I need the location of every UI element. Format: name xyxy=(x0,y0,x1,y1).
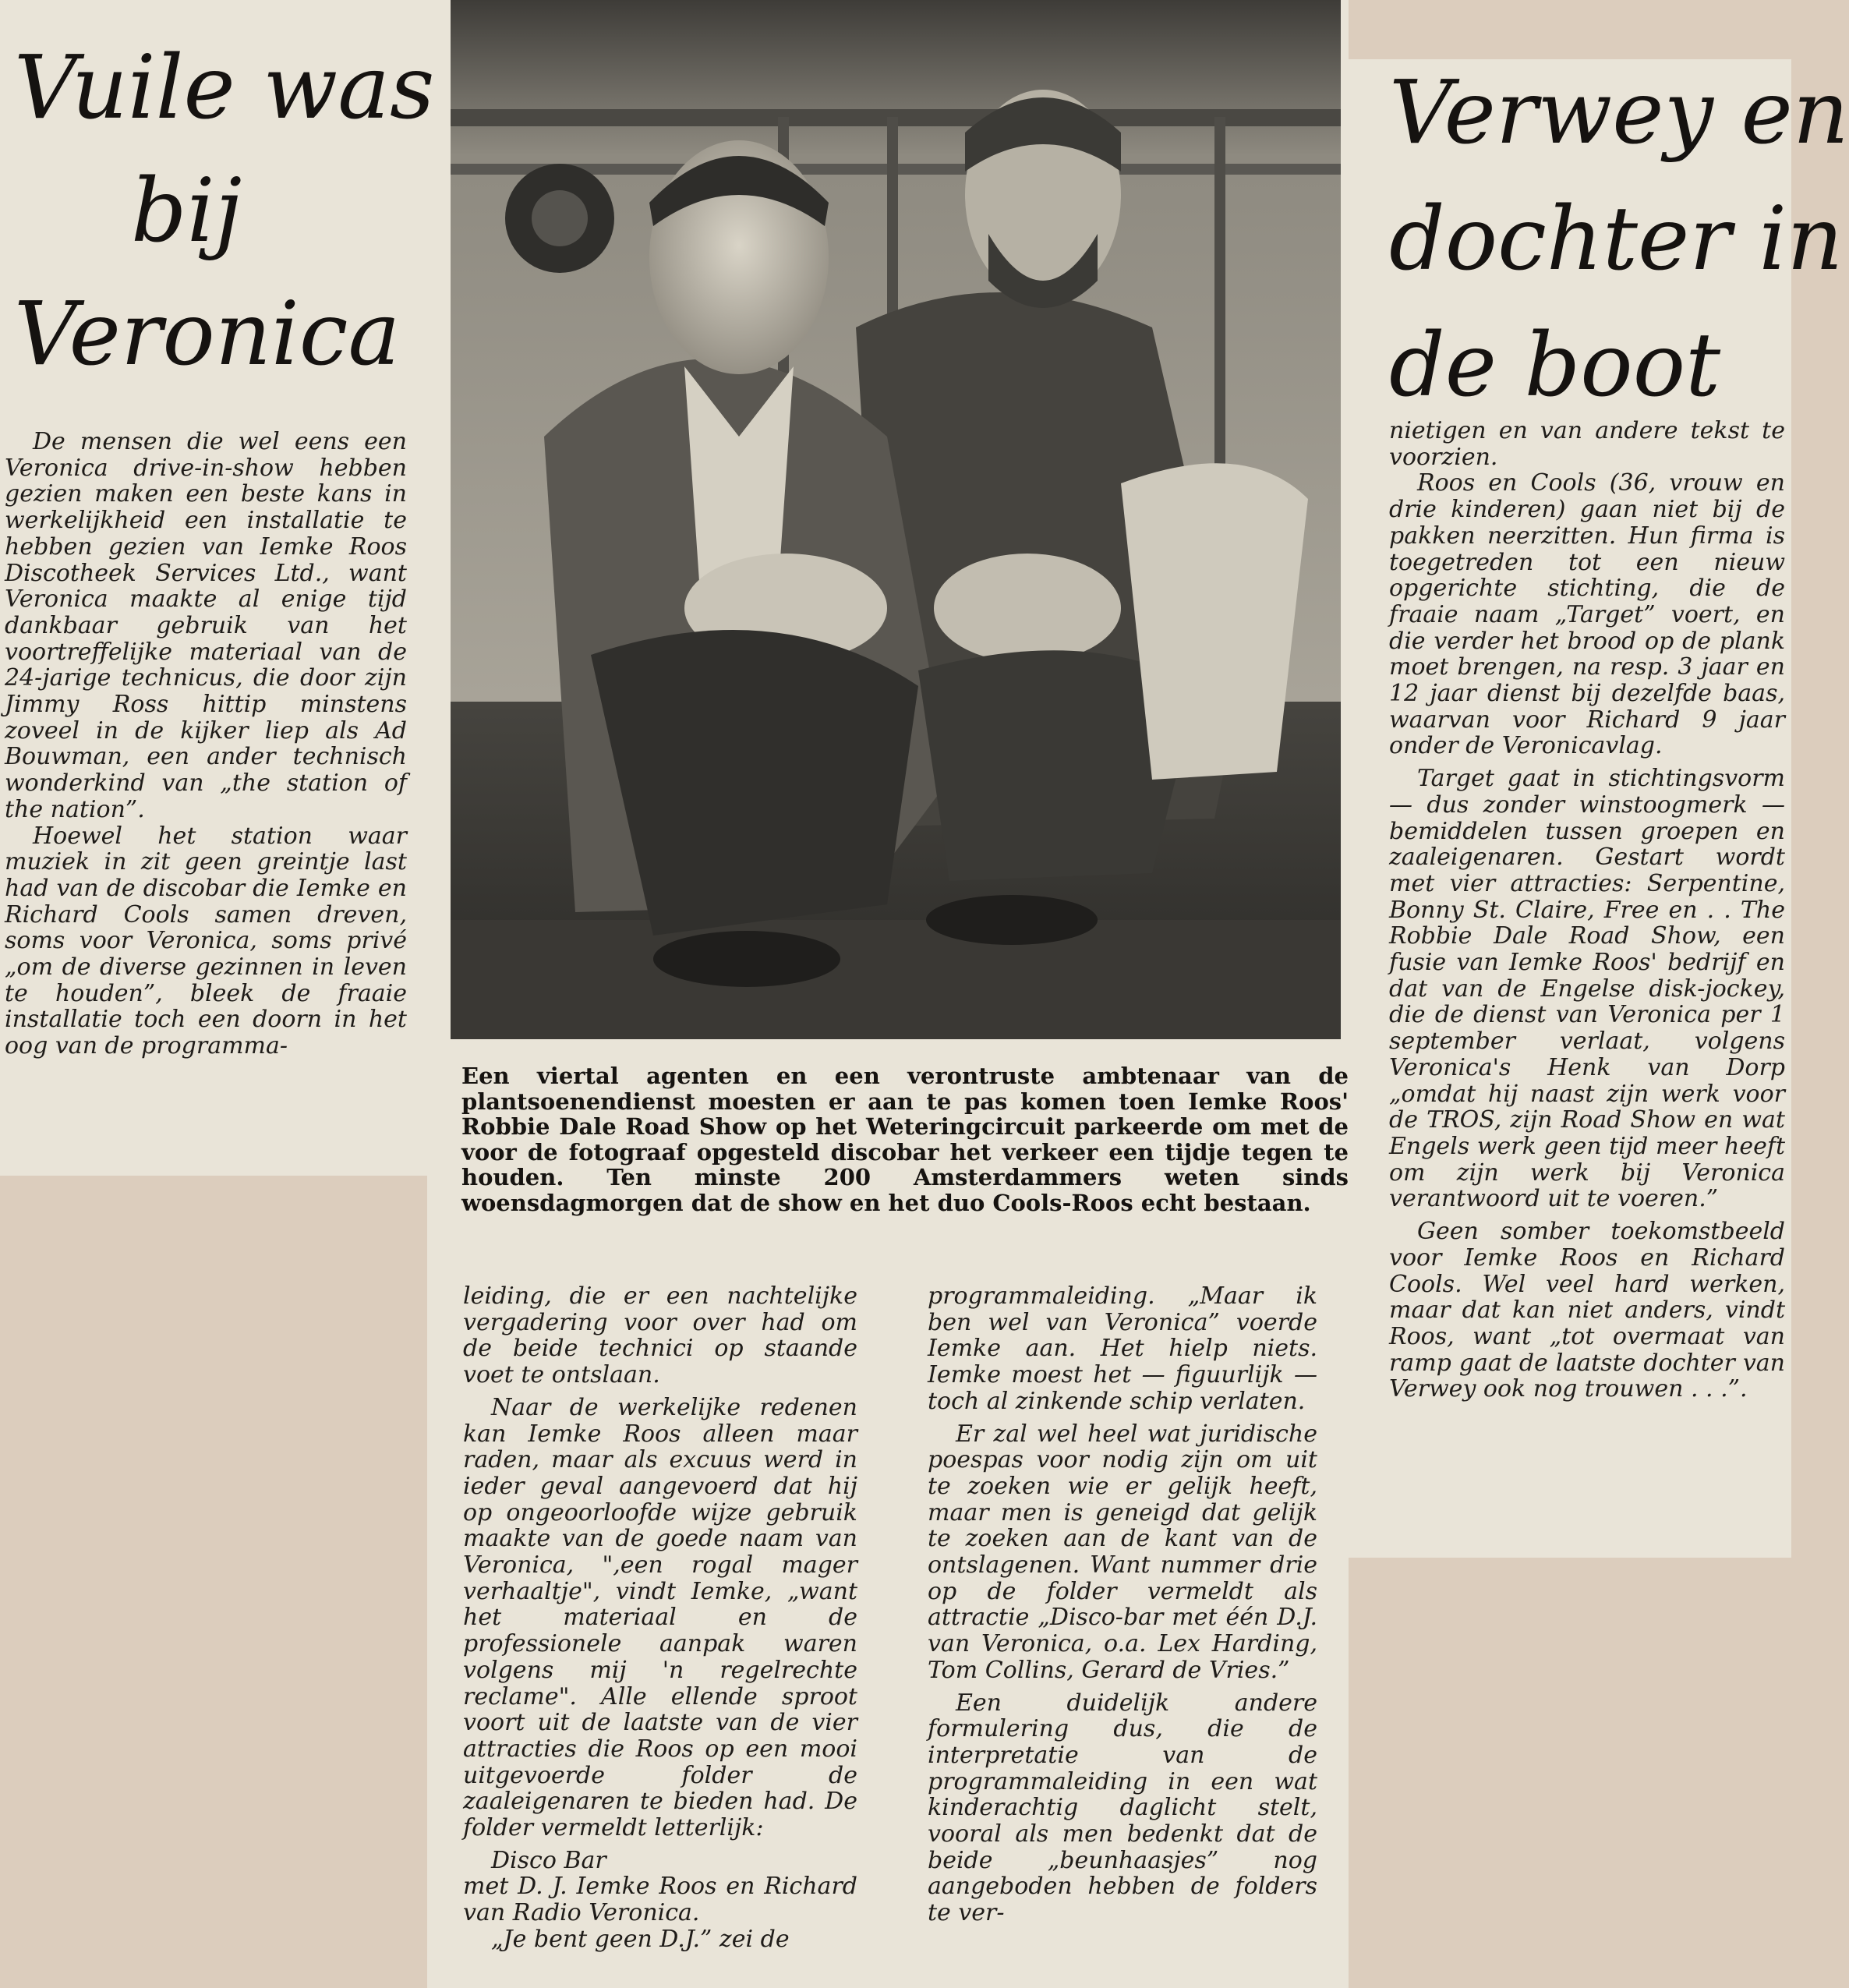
article-column-left xyxy=(5,429,407,1059)
article-column-middle-2 xyxy=(928,1283,1317,1926)
headline-right-line-1: Verwey en xyxy=(1389,62,1849,164)
paragraph: programmaleiding. „Maar ik ben wel van Veronica” voerde Iemke aan. Het hielp niets. Iemke moest het — figuurlijk — toch al zinkende schip verlaten. xyxy=(928,1282,1317,1415)
headline-left xyxy=(14,27,435,396)
paragraph: Roos en Cools (36, vrouw en drie kinderen) gaan niet bij de pakken neerzitten. Hun firma is toegetreden tot een nieuw opgerichte stichting, die de fraaie naam „Target” voert, en die verder het brood op de plank moet brengen, na resp. 3 jaar en 12 jaar dienst bij dezelfde baas, waarvan voor Richard 9 jaar onder de Veronicavlag. xyxy=(1389,469,1785,760)
paragraph: Er zal wel heel wat juridische poespas voor nodig zijn om uit te zoeken wie er gelijk heeft, maar men is geneigd dat gelijk te zoeken aan de kant van de ontslagenen. Want nummer drie op de folder vermeldt als attractie „Disco-bar met één D.J. van Veronica, o.a. Lex Harding, Tom Collins, Gerard de Vries.” xyxy=(928,1420,1317,1684)
folder-quote-line: met D. J. Iemke Roos en Richard van Radio Veronica. xyxy=(463,1873,857,1927)
photo-illustration xyxy=(451,0,1341,1039)
paragraph: Naar de werkelijke redenen kan Iemke Roos alleen maar raden, maar als excuus werd in ieder geval aangevoerd dat hij op ongeoorloofde wijze gebruik maakte van de goede naam van Veronica, ",een rogal mager verhaaltje", vindt Iemke, „want het materiaal en de professionele aanpak waren volgens mij 'n regelrechte reclame". Alle ellende sproot voort uit de laatste van de vier attracties die Roos op een mooi uitgevoerde folder de zaaleigenaren te bieden had. De folder vermeldt letterlijk: xyxy=(463,1393,857,1842)
paragraph: Geen somber toekomstbeeld voor Iemke Roos en Richard Cools. Wel veel hard werken, maar dat kan niet anders, vindt Roos, want „tot overmaat van ramp gaat de laatste dochter van Verwey ook nog trouwen . . .”. xyxy=(1389,1218,1785,1403)
article-column-middle-1 xyxy=(463,1283,857,1953)
paragraph: De mensen die wel eens een Veronica drive-in-show hebben gezien maken een beste kans in werkelijkheid een installatie te hebben gezien van Iemke Roos Discotheek Services Ltd., want Veronica maakte al enige tijd dankbaar gebruik van het voortreffelijke materiaal van de 24-jarige technicus, die door zijn Jimmy Ross hittip minstens zoveel in de kijker liep als Ad Bouwman, een ander technisch wonderkind van „the station of the nation”. xyxy=(5,428,407,823)
headline-right-line-2: dochter in xyxy=(1389,189,1844,290)
paragraph: Target gaat in stichtingsvorm — dus zonder winstoogmerk — bemiddelen tussen groepen en zaaleigenaren. Gestart wordt met vier attracties: Serpentine, Bonny St. Claire, Free en . . The Robbie Dale Road Show, een fusie van Iemke Roos' bedrijf en dat van de Engelse disk-jockey, die de dienst van Veronica per 1 september verlaat, volgens Veronica's Henk van Dorp „omdat hij naast zijn werk voor de TROS, zijn Road Show en wat Engels werk geen tijd meer heeft om zijn werk bij Veronica verantwoord uit te voeren.” xyxy=(1389,765,1785,1213)
paragraph: nietigen en van andere tekst te voorzien. xyxy=(1389,417,1785,471)
article-column-right xyxy=(1389,418,1785,1403)
headline-right xyxy=(1389,50,1849,429)
photo-two-men-crouching xyxy=(451,0,1341,1039)
headline-left-line-2: bij xyxy=(131,161,242,262)
headline-right-line-3: de boot xyxy=(1389,315,1721,416)
paragraph: Hoewel het station waar muziek in zit geen greintje last had van de discobar die Iemke en Richard Cools samen dreven, soms voor Veronica, soms privé „om de diverse gezinnen in leven te houden”, bleek de fraaie installatie toch een doorn in het oog van de programma- xyxy=(5,822,407,1060)
photo-caption: Een viertal agenten en een verontruste ambtenaar van de plantsoenendienst moesten er aan te pas komen toen Iemke Roos' Robbie Dale Road Show op het Weteringcircuit parkeerde om met de voor de fotograaf opgesteld discobar het verkeer een tijdje tegen te houden. Ten minste 200 Amsterdammers weten sinds woensdagmorgen dat de show en het duo Cools-Roos echt bestaan. xyxy=(461,1063,1349,1216)
paragraph: Een duidelijk andere formulering dus, die de interpretatie van de programmaleiding in een wat kinderachtig daglicht stelt, vooral als men bedenkt dat de beide „beunhaasjes” nog aangeboden hebben de folders te ver- xyxy=(928,1689,1317,1927)
headline-left-line-3: Veronica xyxy=(14,284,401,385)
paragraph: „Je bent geen D.J.” zei de xyxy=(491,1925,790,1953)
folder-quote-line: Disco Bar xyxy=(491,1846,606,1874)
headline-left-line-1: Vuile was xyxy=(14,37,435,139)
paragraph: leiding, die er een nachtelijke vergadering voor over had om de beide technici op staande voet te ontslaan. xyxy=(463,1282,857,1389)
